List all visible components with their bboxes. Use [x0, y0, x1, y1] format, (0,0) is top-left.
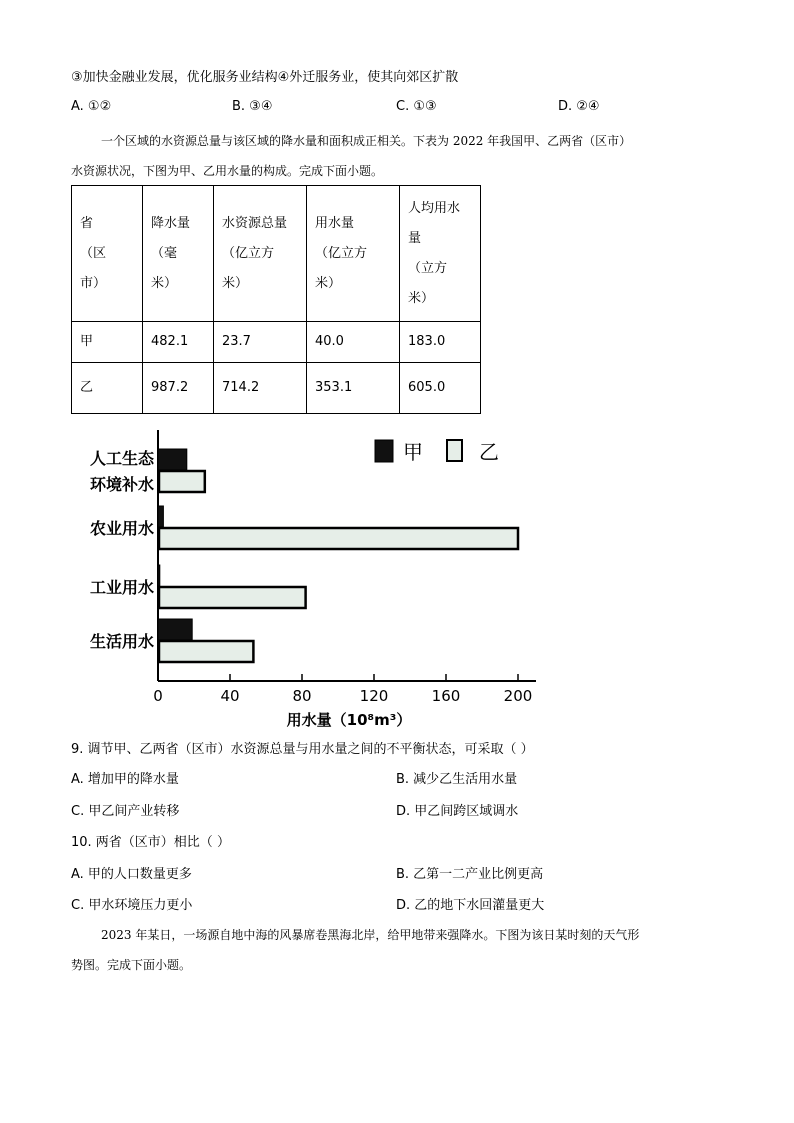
legend-swatch-yi — [447, 440, 462, 461]
category-label: 生活用水 — [89, 632, 154, 651]
next-intro-line-1: 2023 年某日，一场源自地中海的风暴席卷黑海北岸，给甲地带来强降水。下图为该日某时刻的天气形 — [101, 928, 640, 942]
category-label: 环境补水 — [89, 475, 154, 494]
table-header-row — [72, 186, 481, 322]
q9-option-a: A. 增加甲的降水量 — [71, 772, 179, 787]
category-label: 农业用水 — [89, 519, 154, 538]
bar-series-jia — [158, 619, 192, 640]
table-header-cell — [72, 186, 143, 322]
option-a: A. ①② — [71, 99, 112, 114]
x-tick-label: 200 — [503, 687, 533, 705]
table-cell: 353.1 — [307, 363, 400, 414]
q10-option-b: B. 乙第一二产业比例更高 — [396, 867, 544, 882]
table-cell: 40.0 — [307, 322, 400, 363]
table-row — [72, 363, 481, 414]
question-stem-continuation: ③加快金融业发展，优化服务业结构④外迁服务业，使其向郊区扩散 — [71, 70, 459, 85]
q10-option-c: C. 甲水环境压力更小 — [71, 898, 193, 913]
option-c: C. ①③ — [396, 99, 437, 114]
bar-series-yi — [159, 528, 518, 549]
table-cell: 183.0 — [400, 322, 481, 363]
table-header-cell — [143, 186, 214, 322]
option-b: B. ③④ — [232, 99, 273, 114]
question-9-stem: 9. 调节甲、乙两省（区市）水资源总量与用水量之间的不平衡状态，可采取（ ） — [71, 742, 534, 757]
category-label: 工业用水 — [89, 578, 154, 597]
next-intro-line-2: 势图。完成下面小题。 — [71, 958, 192, 972]
q10-option-a: A. 甲的人口数量更多 — [71, 867, 192, 882]
bar-series-jia — [158, 449, 187, 470]
water-use-bar-chart — [0, 420, 794, 740]
legend-label-yi: 乙 — [479, 440, 499, 464]
option-d: D. ②④ — [558, 99, 600, 114]
legend-label-jia: 甲 — [403, 440, 423, 464]
x-tick-label: 40 — [220, 687, 240, 705]
header-per-capita: 人均用水 量 （立方 米） — [408, 200, 461, 306]
question-10-stem: 10. 两省（区市）相比（ ） — [71, 835, 230, 850]
x-tick-label: 160 — [431, 687, 461, 705]
header-total-water: 水资源总量 （亿立方 米） — [222, 215, 288, 291]
q9-option-c: C. 甲乙间产业转移 — [71, 804, 180, 819]
q9-option-b: B. 减少乙生活用水量 — [396, 772, 518, 787]
x-tick-label: 120 — [359, 687, 389, 705]
bar-series-yi — [159, 587, 306, 608]
x-tick-label: 0 — [153, 687, 163, 705]
table-cell: 乙 — [72, 363, 143, 414]
intro-line-1: 一个区域的水资源总量与该区域的降水量和面积成正相关。下表为 2022 年我国甲、乙两省（区市） — [101, 134, 632, 148]
header-water-use: 用水量 （亿立方 米） — [315, 215, 368, 291]
table-cell: 甲 — [72, 322, 143, 363]
x-tick-label: 80 — [292, 687, 312, 705]
q10-option-d: D. 乙的地下水回灌量更大 — [396, 898, 545, 913]
table-cell: 714.2 — [214, 363, 307, 414]
table-header-cell — [400, 186, 481, 322]
bar-series-yi — [159, 471, 205, 492]
intro-line-2: 水资源状况，下图为甲、乙用水量的构成。完成下面小题。 — [71, 164, 384, 178]
water-resource-table — [71, 185, 481, 414]
bar-series-jia — [158, 506, 163, 527]
table-row — [72, 322, 481, 363]
table-cell: 482.1 — [143, 322, 214, 363]
table-header-cell — [214, 186, 307, 322]
q9-option-d: D. 甲乙间跨区域调水 — [396, 804, 519, 819]
bar-series-yi — [159, 641, 253, 662]
header-province: 省 （区 市） — [80, 215, 107, 291]
bar-series-jia — [158, 565, 160, 586]
x-axis-label: 用水量（10⁸m³） — [286, 711, 412, 729]
table-cell: 23.7 — [214, 322, 307, 363]
legend-swatch-jia — [375, 440, 393, 462]
table-header-cell — [307, 186, 400, 322]
table-cell: 605.0 — [400, 363, 481, 414]
header-precipitation: 降水量 （毫 米） — [151, 215, 191, 291]
category-label: 人工生态 — [89, 449, 154, 468]
table-cell: 987.2 — [143, 363, 214, 414]
